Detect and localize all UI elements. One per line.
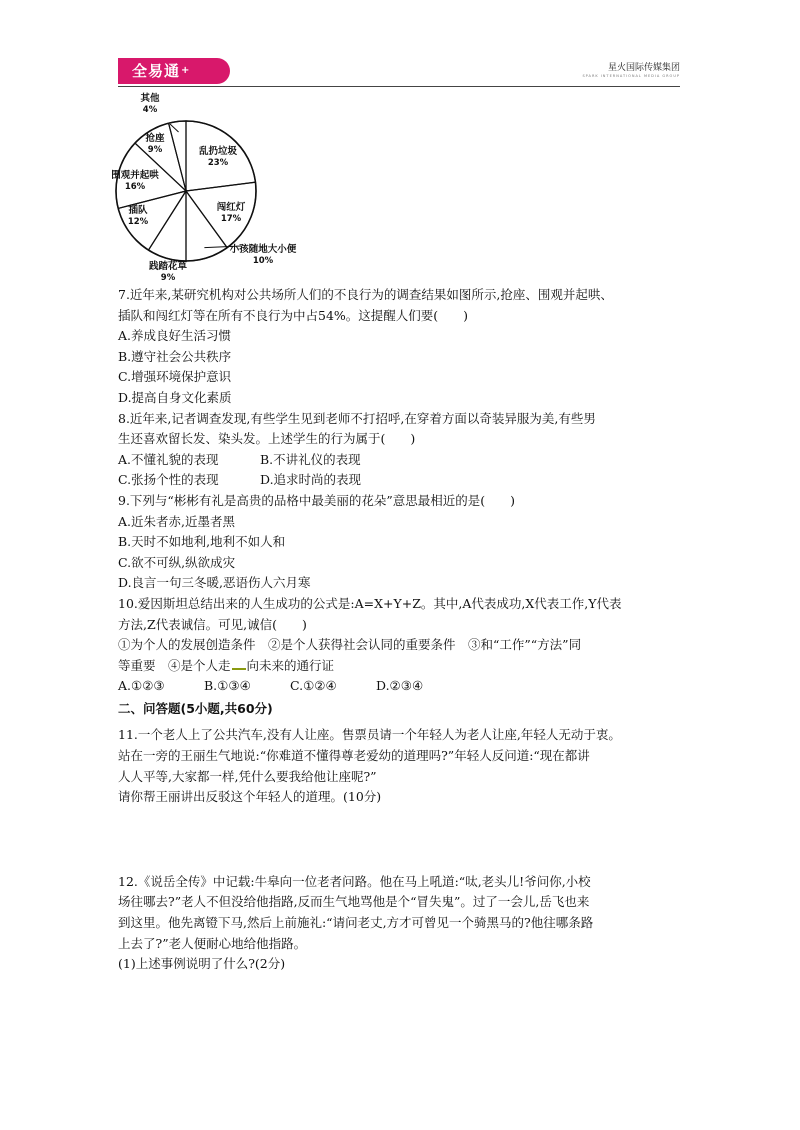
question-text: 人人平等,大家都一样,凭什么要我给他让座呢?” [118, 768, 377, 784]
option-d: D.追求时尚的表现 [260, 472, 362, 488]
question-text: 到这里。他先离镫下马,然后上前施礼:“请问老丈,方才可曾见一个骑黑马的?他往哪条路 [118, 915, 594, 931]
options-row [118, 676, 688, 697]
question-stem: 插队和闯红灯等在所有不良行为中占54%。这提醒人们要( ) [118, 307, 469, 323]
question-text: 站在一旁的王丽生气地说:“你难道不懂得尊老爱幼的道理吗?”年轻人反问道:“现在都讲 [118, 748, 590, 764]
section-title: 二、问答题(5小题,共60分) [118, 700, 273, 716]
question-stem: 10.爱因斯坦总结出来的人生成功的公式是:A=X+Y+Z。其中,A代表成功,X代表工作,Y代表 [118, 595, 622, 611]
sub-question: (1)上述事例说明了什么?(2分) [118, 956, 286, 972]
option-a: A.①②③ [118, 678, 165, 694]
publisher-name: 星火国际传媒集团 [607, 63, 680, 73]
option-c: C.①②④ [290, 678, 337, 694]
pie-slice-label: 围观并起哄 [111, 170, 159, 181]
question-9 [118, 491, 688, 594]
page-header [118, 56, 680, 86]
pie-slice-label: 闯红灯 [216, 202, 246, 213]
option-c: C.增强环境保护意识 [118, 369, 232, 385]
question-prompt: 请你帮王丽讲出反驳这个年轻人的道理。(10分) [118, 789, 382, 805]
question-stem: 7.近年来,某研究机构对公共场所人们的不良行为的调查结果如图所示,抢座、围观并起哄、 [118, 287, 613, 302]
option-a: A.养成良好生活习惯 [118, 328, 232, 344]
option-a: A.不懂礼貌的表现 [118, 451, 219, 467]
options-row [118, 470, 688, 491]
question-text: 场往哪去?”老人不但没给他指路,反而生气地骂他是个“冒失鬼”。过了一会儿,岳飞也来 [118, 894, 590, 910]
pie-slice-label: 插队 [128, 205, 148, 216]
question-12 [118, 872, 688, 975]
question-stem: 方法,Z代表诚信。可见,诚信( ) [118, 616, 307, 632]
question-text: 上去了?”老人便耐心地给他指路。 [118, 935, 307, 951]
option-c: C.张扬个性的表现 [118, 472, 219, 488]
question-8 [118, 409, 688, 491]
question-text: 11.一个老人上了公共汽车,没有人让座。售票员请一个年轻人为老人让座,年轻人无动于衷。 [118, 727, 621, 743]
option-d: D.②③④ [376, 678, 424, 694]
statement-items: ①为个人的发展创造条件 ②是个人获得社会认同的重要条件 ③和“工作”“方法”同 [118, 637, 582, 653]
pie-slice-value: 23% [207, 158, 229, 168]
publisher [582, 60, 680, 78]
pie-slice-label: 小孩随地大小便 [229, 244, 297, 255]
question-10 [118, 594, 688, 697]
header-rule [118, 86, 680, 87]
option-b: B.遵守社会公共秩序 [118, 348, 232, 364]
option-a: A.近朱者赤,近墨者黑 [118, 513, 235, 529]
question-stem: 8.近年来,记者调查发现,有些学生见到老师不打招呼,在穿着方面以奇装异服为美,有些男 [118, 410, 596, 426]
pie-slice-value: 17% [220, 214, 242, 224]
option-b: B.①③④ [204, 678, 251, 694]
question-stem: 生还喜欢留长发、染头发。上述学生的行为属于( ) [118, 431, 416, 447]
option-d: D.良言一句三冬暖,恶语伤人六月寒 [118, 575, 311, 591]
pie-chart [108, 88, 298, 288]
option-c: C.欲不可纵,纵欲成灾 [118, 554, 236, 570]
pie-slice-label: 其他 [140, 93, 160, 104]
statement-items: 等重要 ④是个人走 向未来的通行证 [118, 657, 335, 673]
pie-slice-value: 12% [127, 217, 149, 227]
pie-slice-value: 9% [147, 145, 163, 155]
question-11 [118, 725, 688, 807]
option-d: D.提高自身文化素质 [118, 389, 232, 405]
question-stem: 9.下列与“彬彬有礼是高贵的品格中最美丽的花朵”意思最相近的是( ) [118, 492, 515, 508]
pie-slice-value: 4% [142, 105, 158, 115]
publisher-english-name: SPARK INTERNATIONAL MEDIA GROUP [582, 74, 680, 78]
options-row [118, 450, 688, 471]
answer-space [118, 808, 688, 872]
question-text: 12.《说岳全传》中记载:牛皋向一位老者问路。他在马上吼道:“呔,老头儿!爷问你,小校 [118, 873, 591, 889]
option-b: B.不讲礼仪的表现 [260, 451, 361, 467]
brand-logo: 全易通+ [118, 58, 230, 84]
underline-mark [232, 660, 246, 670]
question-7 [118, 285, 688, 409]
pie-slice-value: 16% [124, 182, 146, 192]
pie-slice-label: 乱扔垃圾 [198, 146, 238, 157]
pie-slice-label: 抢座 [145, 133, 165, 144]
pie-slice-value: 9% [160, 273, 176, 283]
option-b: B.天时不如地利,地利不如人和 [118, 534, 286, 550]
pie-slice-label: 践踏花草 [148, 261, 188, 272]
pie-slice-value: 10% [252, 256, 274, 266]
question-content [118, 285, 688, 975]
